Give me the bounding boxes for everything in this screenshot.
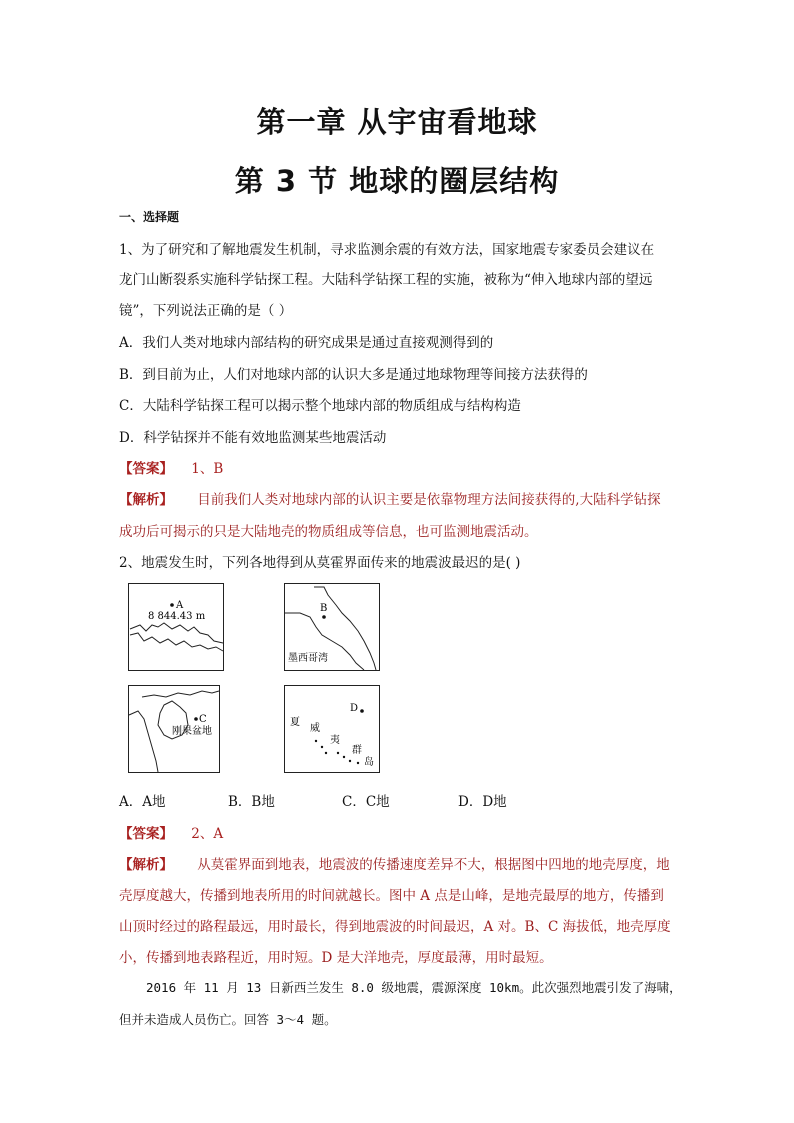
q1-analysis-line-1: 目前我们人类对地球内部的认识主要是依靠物理方法间接获得的,大陆科学钻探 <box>197 492 661 508</box>
q2-analysis <box>119 853 670 873</box>
answer-tag: 【答案】 <box>119 826 173 842</box>
island-char-1: 夏 <box>290 717 300 728</box>
q2-option-c: C．C地 <box>342 794 390 810</box>
map-d <box>284 685 380 773</box>
material-line-1: 2016 年 11 月 13 日新西兰发生 8.0 级地震，震源深度 10km。此次强烈地震引发了海啸， <box>146 980 682 995</box>
answer-value: 2、A <box>191 826 224 842</box>
point-c-dot <box>194 717 198 721</box>
q2-analysis-line-1: 从莫霍界面到地表，地震波的传播速度差异不大，根据图中四地的地壳厚度，地 <box>197 857 670 873</box>
point-b-dot <box>322 615 326 619</box>
q2-option-a: A．A地 <box>119 794 166 810</box>
point-c-place: 刚果盆地 <box>172 726 212 737</box>
q2-stem: 2、地震发生时，下列各地得到从莫霍界面传来的地震波最迟的是( ) <box>119 555 521 571</box>
answer-tag: 【答案】 <box>119 461 173 477</box>
map-a <box>128 583 224 671</box>
q2-option-b: B．B地 <box>228 794 275 810</box>
q1-stem-line-3: 镜”，下列说法正确的是（ ） <box>119 303 293 319</box>
q1-stem-line-2: 龙门山断裂系实施科学钻探工程。大陆科学钻探工程的实施，被称为“伸入地球内部的望远 <box>119 272 653 288</box>
point-d-label: D <box>350 703 359 714</box>
q2-maps <box>128 583 488 773</box>
section-title: 第 3 节 地球的圈层结构 <box>234 164 560 198</box>
q1-answer <box>119 457 223 477</box>
q2-option-d: D．D地 <box>458 794 507 810</box>
q2-analysis-line-2: 壳厚度越大，传播到地表所用的时间就越长。图中 A 点是山峰，是地壳最厚的地方，传播到 <box>119 888 664 904</box>
point-a-elevation: 8 844.43 m <box>148 611 206 622</box>
point-a-label: A <box>176 600 184 611</box>
analysis-tag: 【解析】 <box>119 492 173 508</box>
section-label: 一、选择题 <box>119 210 180 224</box>
material-line-2: 但并未造成人员伤亡。回答 3～4 题。 <box>119 1012 337 1027</box>
point-c-label: C <box>199 714 207 725</box>
island-char-5: 岛 <box>364 757 374 768</box>
q1-option-b: B．到目前为止，人们对地球内部的认识大多是通过地球物理等间接方法获得的 <box>119 367 588 383</box>
q1-stem-line-1: 1、为了研究和了解地震发生机制，寻求监测余震的有效方法，国家地震专家委员会建议在 <box>119 242 655 258</box>
q1-analysis-line-2: 成功后可揭示的只是大陆地壳的物质组成等信息，也可监测地震活动。 <box>119 524 538 540</box>
q2-analysis-line-4: 小，传播到地表路程近，用时短。D 是大洋地壳，厚度最薄，用时最短。 <box>119 950 553 966</box>
island-char-4: 群 <box>352 745 362 756</box>
chapter-title: 第一章 从宇宙看地球 <box>256 105 538 139</box>
point-a-dot <box>170 603 174 607</box>
point-b-label: B <box>320 603 328 614</box>
map-b <box>284 583 380 671</box>
island-char-2: 威 <box>310 723 320 734</box>
q2-analysis-line-3: 山顶时经过的路程最远，用时最长，得到地震波的时间最迟，A 对。B、C 海拔低，地壳厚度 <box>119 919 671 935</box>
point-d-dot <box>360 709 364 713</box>
answer-value: 1、B <box>191 461 224 477</box>
q1-option-d: D．科学钻探并不能有效地监测某些地震活动 <box>119 430 387 446</box>
point-b-place: 墨西哥湾 <box>288 653 328 664</box>
analysis-tag: 【解析】 <box>119 857 173 873</box>
island-char-3: 夷 <box>330 735 340 746</box>
q2-answer <box>119 822 223 842</box>
q1-option-a: A．我们人类对地球内部结构的研究成果是通过直接观测得到的 <box>119 335 494 351</box>
q1-option-c: C．大陆科学钻探工程可以揭示整个地球内部的物质组成与结构构造 <box>119 398 521 414</box>
q1-analysis <box>119 488 661 508</box>
map-c <box>128 685 220 773</box>
